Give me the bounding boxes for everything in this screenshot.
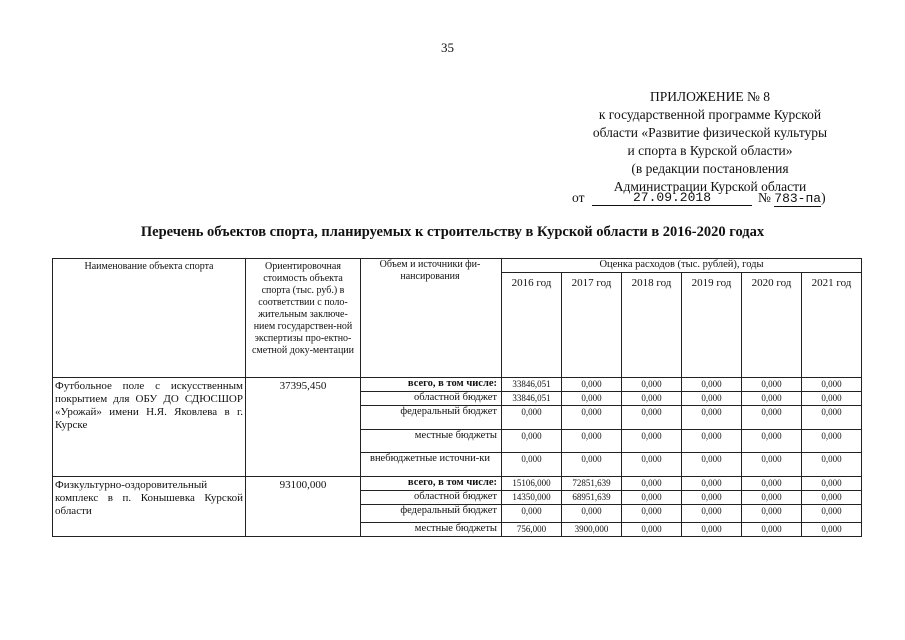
funding-source: всего, в том числе: xyxy=(361,378,502,392)
value-cell: 14350,000 xyxy=(502,491,562,505)
decree-number-label: № xyxy=(758,190,771,205)
value-cell: 0,000 xyxy=(742,406,802,430)
table-row xyxy=(53,378,862,392)
header-year: 2017 год xyxy=(562,273,622,378)
value-cell: 0,000 xyxy=(622,430,682,453)
funding-source: федеральный бюджет xyxy=(361,406,502,430)
appendix-line: к государственной программе Курской xyxy=(598,107,822,122)
decree-number: 783-па xyxy=(774,191,822,206)
value-cell: 0,000 xyxy=(622,477,682,491)
value-cell: 0,000 xyxy=(682,477,742,491)
value-cell: 0,000 xyxy=(502,453,562,477)
value-cell: 0,000 xyxy=(802,378,862,392)
value-cell: 0,000 xyxy=(622,378,682,392)
value-cell: 0,000 xyxy=(742,392,802,406)
value-cell: 0,000 xyxy=(622,392,682,406)
decree-number-group xyxy=(758,190,826,206)
value-cell: 0,000 xyxy=(682,430,742,453)
header-source: Объем и источники фи-нансирования xyxy=(361,259,502,378)
header-object: Наименование объекта спорта xyxy=(53,259,246,378)
value-cell: 0,000 xyxy=(682,392,742,406)
decree-date: 27.09.2018 xyxy=(592,190,752,206)
value-cell: 0,000 xyxy=(562,453,622,477)
funding-source: внебюджетные источни-ки xyxy=(361,453,502,477)
value-cell: 0,000 xyxy=(682,523,742,537)
value-cell: 0,000 xyxy=(622,523,682,537)
object-cost: 37395,450 xyxy=(246,378,361,477)
sports-objects-table xyxy=(52,258,862,537)
header-year: 2018 год xyxy=(622,273,682,378)
appendix-line: ПРИЛОЖЕНИЕ № 8 xyxy=(649,89,771,104)
value-cell: 0,000 xyxy=(562,430,622,453)
value-cell: 0,000 xyxy=(682,406,742,430)
decree-close-paren: ) xyxy=(821,190,826,205)
header-year: 2020 год xyxy=(742,273,802,378)
value-cell: 68951,639 xyxy=(562,491,622,505)
appendix-header xyxy=(560,88,860,196)
appendix-line: и спорта в Курской области» xyxy=(627,143,793,158)
value-cell: 33846,051 xyxy=(502,378,562,392)
value-cell: 0,000 xyxy=(742,378,802,392)
value-cell: 0,000 xyxy=(742,477,802,491)
object-name: Футбольное поле с искусственным покрытием для ОБУ ДО СДЮСШОР «Урожай» имени Н.Я. Яковлева в г. Курске xyxy=(53,378,246,477)
header-estimate: Оценка расходов (тыс. рублей), годы xyxy=(502,259,862,273)
value-cell: 0,000 xyxy=(502,406,562,430)
value-cell: 756,000 xyxy=(502,523,562,537)
value-cell: 0,000 xyxy=(502,430,562,453)
header-cost: Ориентировочная стоимость объекта спорта (тыс. руб.) в соответствии с поло-жительным заключе-нием государствен-ной экспертизы про-ектно-сметной доку-ментации xyxy=(246,259,361,378)
value-cell: 0,000 xyxy=(742,491,802,505)
appendix-line: (в редакции постановления xyxy=(631,161,789,176)
value-cell: 0,000 xyxy=(622,406,682,430)
value-cell: 0,000 xyxy=(562,378,622,392)
value-cell: 0,000 xyxy=(802,477,862,491)
header-year: 2016 год xyxy=(502,273,562,378)
value-cell: 15106,000 xyxy=(502,477,562,491)
value-cell: 33846,051 xyxy=(502,392,562,406)
value-cell: 72851,639 xyxy=(562,477,622,491)
value-cell: 0,000 xyxy=(742,505,802,523)
value-cell: 0,000 xyxy=(802,392,862,406)
value-cell: 3900,000 xyxy=(562,523,622,537)
decree-from-label: от xyxy=(572,190,585,205)
value-cell: 0,000 xyxy=(742,430,802,453)
object-name: Физкультурно-оздоровительный комплекс в п. Конышевка Курской области xyxy=(53,477,246,537)
funding-source: местные бюджеты xyxy=(361,523,502,537)
value-cell: 0,000 xyxy=(742,523,802,537)
value-cell: 0,000 xyxy=(802,523,862,537)
value-cell: 0,000 xyxy=(682,453,742,477)
funding-source: всего, в том числе: xyxy=(361,477,502,491)
value-cell: 0,000 xyxy=(682,491,742,505)
value-cell: 0,000 xyxy=(802,453,862,477)
appendix-line: области «Развитие физической культуры xyxy=(592,125,828,140)
value-cell: 0,000 xyxy=(802,505,862,523)
value-cell: 0,000 xyxy=(562,406,622,430)
table-row xyxy=(53,477,862,491)
funding-source: местные бюджеты xyxy=(361,430,502,453)
funding-source: областной бюджет xyxy=(361,491,502,505)
value-cell: 0,000 xyxy=(682,378,742,392)
value-cell: 0,000 xyxy=(562,505,622,523)
header-year: 2019 год xyxy=(682,273,742,378)
object-cost: 93100,000 xyxy=(246,477,361,537)
value-cell: 0,000 xyxy=(682,505,742,523)
value-cell: 0,000 xyxy=(802,430,862,453)
value-cell: 0,000 xyxy=(622,505,682,523)
funding-source: федеральный бюджет xyxy=(361,505,502,523)
value-cell: 0,000 xyxy=(622,453,682,477)
document-title: Перечень объектов спорта, планируемых к строительству в Курской области в 2016-2020 годах xyxy=(140,224,765,240)
appendix-line: Администрации Курской области xyxy=(613,179,807,194)
funding-source: областной бюджет xyxy=(361,392,502,406)
page-number: 35 xyxy=(441,40,454,55)
value-cell: 0,000 xyxy=(562,392,622,406)
value-cell: 0,000 xyxy=(622,491,682,505)
value-cell: 0,000 xyxy=(802,406,862,430)
value-cell: 0,000 xyxy=(802,491,862,505)
header-year: 2021 год xyxy=(802,273,862,378)
value-cell: 0,000 xyxy=(742,453,802,477)
value-cell: 0,000 xyxy=(502,505,562,523)
